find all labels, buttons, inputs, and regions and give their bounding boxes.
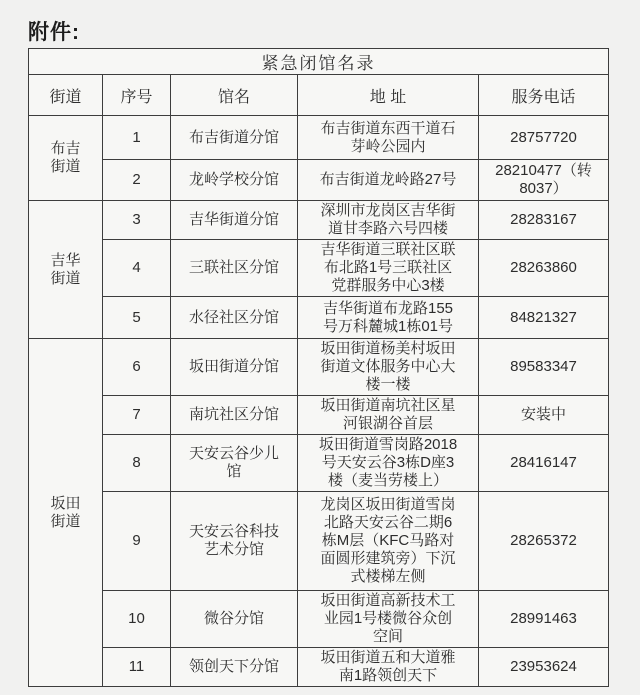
address-cell — [298, 591, 479, 648]
phone-cell — [479, 396, 609, 435]
address-cell-text: 坂田街道五和大道雅南1路领创天下 — [320, 649, 456, 684]
phone-cell-text: 28283167 — [510, 211, 577, 228]
address-cell-text: 坂田街道杨美村坂田街道文体服务中心大楼一楼 — [320, 340, 456, 393]
address-cell-text: 深圳市龙岗区吉华街道甘李路六号四楼 — [320, 202, 456, 237]
table-row — [29, 297, 609, 339]
serial-cell: 10 — [103, 591, 171, 648]
table-row — [29, 160, 609, 201]
phone-cell — [479, 201, 609, 240]
serial-cell: 7 — [103, 396, 171, 435]
library-name-cell — [171, 240, 298, 297]
phone-cell-text: 84821327 — [510, 308, 577, 326]
table-row — [29, 648, 609, 687]
column-header-3: 地 址 — [298, 75, 479, 116]
library-name-cell — [171, 492, 298, 591]
address-cell — [298, 339, 479, 396]
phone-cell — [479, 339, 609, 396]
phone-cell-text: 28210477（转8037） — [495, 162, 592, 197]
address-cell-text: 布吉街道东西干道石芽岭公园内 — [320, 119, 456, 155]
library-name-cell — [171, 648, 298, 687]
phone-cell — [479, 435, 609, 492]
address-cell — [298, 201, 479, 240]
table-header-row — [29, 75, 609, 116]
street-cell — [29, 116, 103, 201]
serial-cell: 4 — [103, 240, 171, 297]
serial-cell: 2 — [103, 160, 171, 201]
library-name-cell — [171, 160, 298, 201]
phone-cell — [479, 160, 609, 201]
phone-cell-text: 28757720 — [510, 128, 577, 146]
phone-cell-text: 23953624 — [510, 658, 577, 675]
table-row — [29, 591, 609, 648]
phone-cell-text: 28991463 — [510, 610, 577, 627]
serial-cell: 5 — [103, 297, 171, 339]
library-name-cell — [171, 116, 298, 160]
street-label: 坂田街道 — [50, 494, 81, 530]
serial-cell: 3 — [103, 201, 171, 240]
phone-cell-text: 28416147 — [510, 454, 577, 471]
library-name-cell — [171, 297, 298, 339]
address-cell — [298, 492, 479, 591]
address-cell — [298, 116, 479, 160]
table-row — [29, 201, 609, 240]
table-row — [29, 116, 609, 160]
column-header-1: 序号 — [103, 75, 171, 116]
column-header-2: 馆名 — [171, 75, 298, 116]
street-cell — [29, 339, 103, 687]
table-row — [29, 396, 609, 435]
serial-cell: 6 — [103, 339, 171, 396]
serial-cell: 9 — [103, 492, 171, 591]
street-label: 吉华街道 — [50, 251, 81, 287]
table-title: 紧急闭馆名录 — [29, 49, 609, 75]
address-cell-text: 坂田街道南坑社区星河银湖谷首层 — [320, 397, 456, 432]
address-cell — [298, 297, 479, 339]
attachment-label: 附件: — [28, 21, 80, 44]
phone-cell-text: 28263860 — [510, 259, 577, 276]
library-name-cell-text: 坂田街道分馆 — [188, 358, 279, 375]
library-name-cell-text: 南坑社区分馆 — [188, 406, 279, 423]
phone-cell — [479, 648, 609, 687]
phone-cell-text: 安装中 — [520, 406, 566, 423]
library-name-cell — [171, 339, 298, 396]
library-name-cell-text: 领创天下分馆 — [188, 658, 279, 675]
phone-cell — [479, 297, 609, 339]
address-cell — [298, 435, 479, 492]
table-row — [29, 435, 609, 492]
library-name-cell — [171, 201, 298, 240]
library-name-cell-text: 天安云谷少儿馆 — [188, 445, 279, 480]
library-name-cell-text: 三联社区分馆 — [188, 259, 279, 276]
address-cell-text: 坂田街道雪岗路2018号天安云谷3栋D座3楼（麦当劳楼上） — [318, 436, 458, 489]
library-name-cell-text: 龙岭学校分馆 — [188, 171, 279, 188]
library-name-cell-text: 微谷分馆 — [203, 610, 264, 627]
closure-table — [28, 48, 609, 687]
address-cell — [298, 648, 479, 687]
phone-cell — [479, 240, 609, 297]
library-name-cell-text: 布吉街道分馆 — [188, 128, 279, 146]
library-name-cell-text: 吉华街道分馆 — [188, 211, 279, 228]
phone-cell — [479, 591, 609, 648]
address-cell-text: 吉华街道三联社区联布北路1号三联社区党群服务中心3楼 — [320, 241, 456, 294]
table-row — [29, 492, 609, 591]
address-cell-text: 龙岗区坂田街道雪岗北路天安云谷二期6栋M层（KFC马路对面圆形建筑旁）下沉式楼梯左侧 — [320, 496, 456, 585]
library-name-cell — [171, 396, 298, 435]
column-header-0: 街道 — [29, 75, 103, 116]
street-label: 布吉街道 — [50, 140, 81, 175]
library-name-cell-text: 水径社区分馆 — [188, 308, 279, 326]
column-header-4: 服务电话 — [479, 75, 609, 116]
phone-cell-text: 28265372 — [510, 532, 577, 549]
phone-cell — [479, 492, 609, 591]
serial-cell: 8 — [103, 435, 171, 492]
phone-cell — [479, 116, 609, 160]
address-cell-text: 坂田街道高新技术工业园1号楼微谷众创空间 — [320, 592, 456, 645]
address-cell — [298, 160, 479, 201]
address-cell — [298, 240, 479, 297]
address-cell — [298, 396, 479, 435]
address-cell-text: 吉华街道布龙路155号万科麓城1栋01号 — [322, 299, 454, 335]
library-name-cell — [171, 591, 298, 648]
serial-cell: 11 — [103, 648, 171, 687]
table-title-row — [29, 49, 609, 75]
phone-cell-text: 89583347 — [510, 358, 577, 375]
library-name-cell — [171, 435, 298, 492]
street-cell — [29, 201, 103, 339]
table-row — [29, 240, 609, 297]
library-name-cell-text: 天安云谷科技艺术分馆 — [188, 523, 279, 558]
address-cell-text: 布吉街道龙岭路27号 — [319, 171, 457, 188]
serial-cell: 1 — [103, 116, 171, 160]
table-row — [29, 339, 609, 396]
